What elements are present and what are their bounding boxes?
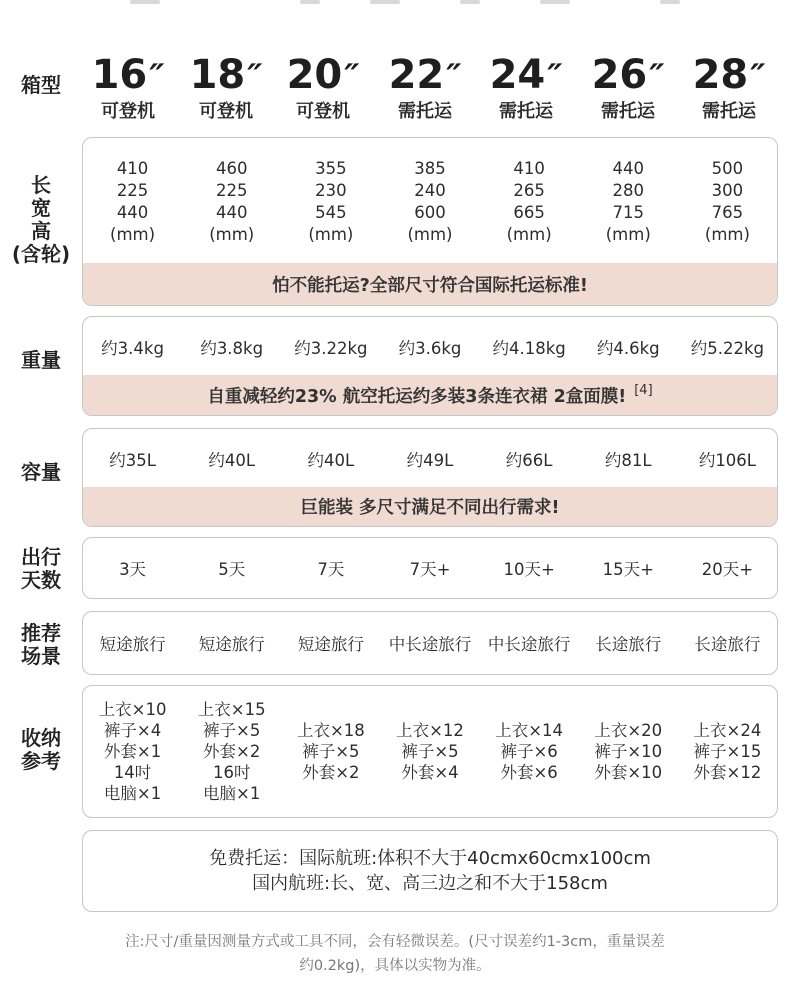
size-number: 28″ [692, 52, 766, 98]
size-number: 18″ [189, 52, 263, 98]
checked-baggage-international: 免费托运：国际航班:体积不大于40cmx60cmx100cm [209, 848, 651, 869]
size-col-26 [578, 52, 678, 124]
scene-cell: 长途旅行 [694, 635, 761, 654]
label-days: 出行 天数 [21, 545, 61, 592]
weight-band: 自重减轻约23% 航空托运约多装3条连衣裙 2盒面膜! [4] [83, 375, 777, 415]
weight-footnote-ref: [4] [634, 382, 653, 398]
size-col-24 [476, 52, 576, 124]
dimension-cell: 410 265 665 (mm) [506, 158, 552, 244]
dimension-cell: 385 240 600 (mm) [407, 158, 453, 244]
days-cell: 10天+ [503, 560, 555, 579]
scene-cell: 短途旅行 [99, 635, 166, 654]
capacity-cell: 约66L [505, 451, 553, 470]
weight-cell: 约3.6kg [398, 339, 462, 358]
packing-cell: 上衣×18 裤子×5 外套×2 [296, 721, 365, 782]
weight-card [82, 316, 778, 416]
label-dimensions: 长 宽 高 (含轮) [11, 173, 71, 266]
days-cell: 3天 [119, 560, 147, 579]
days-cell: 5天 [218, 560, 246, 579]
size-tag: 需托运 [702, 101, 756, 122]
capacity-cell: 约81L [604, 451, 652, 470]
dimension-cell: 410 225 440 (mm) [110, 158, 156, 244]
size-tag: 需托运 [398, 101, 452, 122]
size-col-16 [78, 52, 178, 124]
label-model: 箱型 [21, 72, 61, 97]
size-col-18 [176, 52, 276, 124]
size-col-28 [679, 52, 779, 124]
scene-cell: 长途旅行 [595, 635, 662, 654]
dimension-cell: 460 225 440 (mm) [209, 158, 255, 244]
dimension-cell: 355 230 545 (mm) [308, 158, 354, 244]
weight-cell: 约3.22kg [294, 339, 368, 358]
weight-cell: 约5.22kg [690, 339, 765, 358]
size-number: 20″ [286, 52, 360, 98]
days-cell: 15天+ [602, 560, 654, 579]
size-col-20 [273, 52, 373, 124]
packing-cell: 上衣×24 裤子×15 外套×12 [693, 721, 762, 782]
dimensions-card [82, 137, 778, 306]
weight-cell: 约4.6kg [596, 339, 660, 358]
checked-baggage-card [82, 830, 778, 912]
packing-cell: 上衣×10 裤子×4 外套×1 14吋 电脑×1 [98, 700, 167, 803]
weight-cell: 约4.18kg [492, 339, 566, 358]
size-number: 26″ [591, 52, 665, 98]
size-tag: 需托运 [499, 101, 553, 122]
capacity-card [82, 428, 778, 527]
size-tag: 可登机 [199, 101, 253, 122]
size-tag: 需托运 [601, 101, 655, 122]
dimension-cell: 440 280 715 (mm) [605, 158, 651, 244]
checked-baggage-domestic: 国内航班:长、宽、高三边之和不大于158cm [252, 873, 608, 894]
size-tag: 可登机 [296, 101, 350, 122]
days-card [82, 537, 778, 599]
weight-cell: 约3.8kg [200, 339, 264, 358]
label-weight: 重量 [21, 347, 61, 372]
capacity-band: 巨能装 多尺寸满足不同出行需求! [83, 487, 777, 526]
weight-cell: 约3.4kg [101, 339, 164, 358]
capacity-cell: 约106L [698, 451, 756, 470]
scene-cell: 中长途旅行 [487, 635, 571, 654]
days-cell: 20天+ [701, 560, 754, 579]
days-cell: 7天+ [409, 560, 451, 579]
scene-cell: 短途旅行 [198, 635, 265, 654]
size-col-22 [375, 52, 475, 124]
packing-cell: 上衣×15 裤子×5 外套×2 16吋 电脑×1 [197, 700, 266, 803]
label-capacity: 容量 [21, 459, 61, 484]
cropped-top-edge [0, 0, 790, 8]
label-packing: 收纳 参考 [21, 726, 61, 773]
dimensions-band: 怕不能托运?全部尺寸符合国际托运标准! [83, 263, 777, 305]
packing-card [82, 685, 778, 818]
capacity-cell: 约40L [208, 451, 256, 470]
measurement-note: 注:尺寸/重量因测量方式或工具不同，会有轻微误差。(尺寸误差约1-3cm，重量误差 约0.2kg)，具体以实物为准。 [125, 934, 665, 974]
packing-cell: 上衣×20 裤子×10 外套×10 [594, 721, 663, 782]
days-cell: 7天 [317, 560, 345, 579]
packing-cell: 上衣×14 裤子×6 外套×6 [495, 721, 564, 782]
scene-card [82, 611, 778, 675]
label-scene: 推荐 场景 [21, 621, 61, 668]
size-number: 16″ [91, 52, 165, 98]
size-tag: 可登机 [101, 101, 155, 122]
size-number: 22″ [388, 52, 462, 98]
scene-cell: 中长途旅行 [388, 635, 472, 654]
capacity-cell: 约35L [109, 451, 156, 470]
size-number: 24″ [489, 52, 563, 98]
packing-cell: 上衣×12 裤子×5 外套×4 [396, 721, 464, 782]
capacity-cell: 约49L [406, 451, 454, 470]
dimension-cell: 500 300 765 (mm) [704, 158, 750, 244]
scene-cell: 短途旅行 [297, 635, 364, 654]
capacity-cell: 约40L [307, 451, 355, 470]
